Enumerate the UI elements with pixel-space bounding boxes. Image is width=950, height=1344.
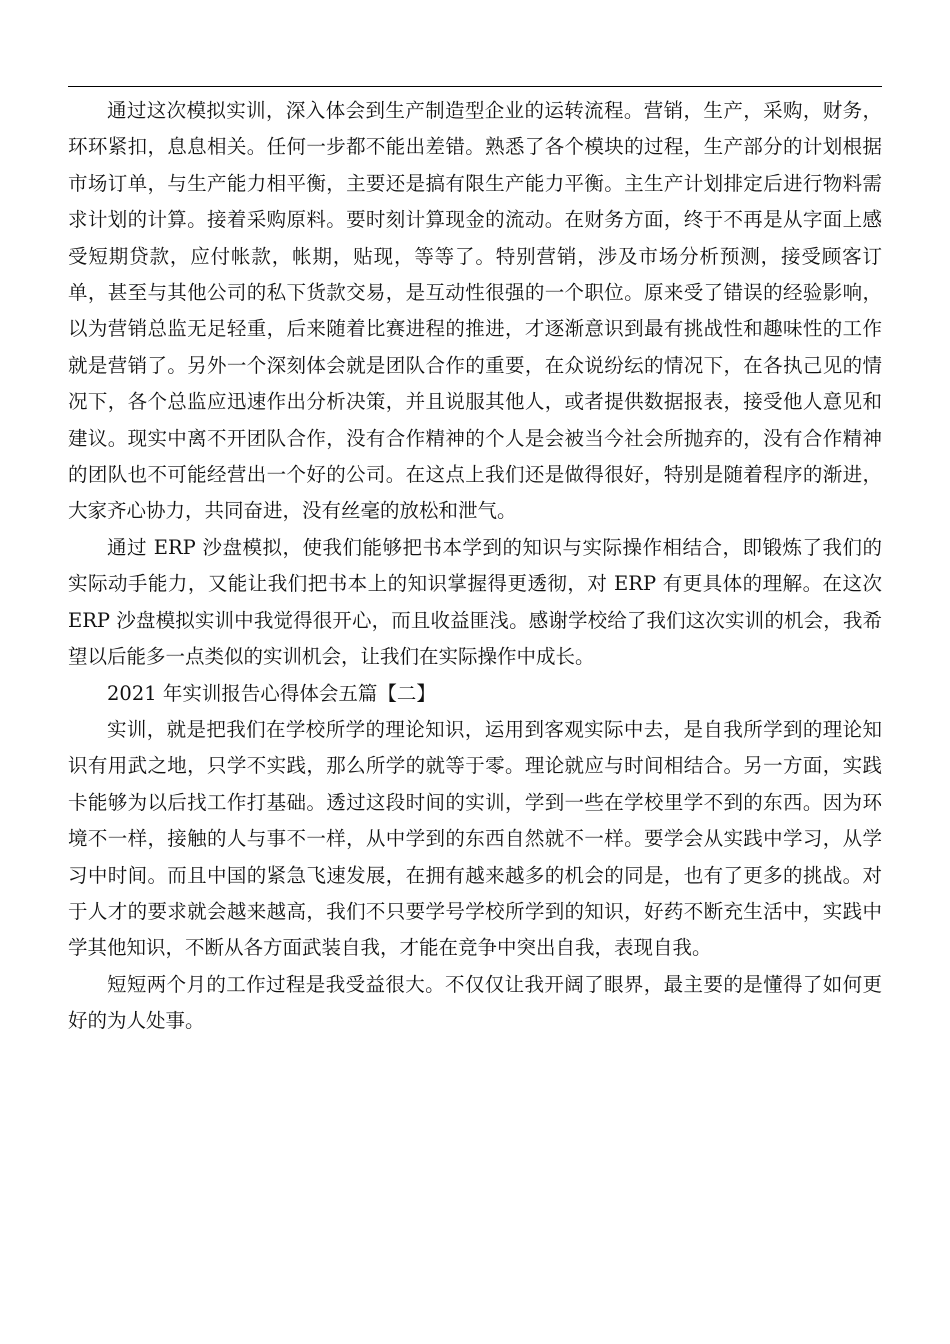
paragraph-erp-summary: 通过 ERP 沙盘模拟，使我们能够把书本学到的知识与实际操作相结合，即锻炼了我们的实际动手能力，又能让我们把书本上的知识掌握得更透彻，对 ERP 有更具体的理解。在这次 ERP 沙盘模拟实训中我觉得很开心，而且收益匪浅。感谢学校给了我们这次实训的机会，我希望以后能多一点类似的实训机会，让我们在实际操作中成长。: [68, 535, 882, 669]
paragraph-erp-experience: 通过这次模拟实训，深入体会到生产制造型企业的运转流程。营销，生产，采购，财务，环环紧扣，息息相关。任何一步都不能出差错。熟悉了各个模块的过程，生产部分的计划根据市场订单，与生产能力相平衡，主要还是搞有限生产能力平衡。主生产计划排定后进行物料需求计划的计算。接着采购原料。要时刻计算现金的流动。在财务方面，终于不再是从字面上感受短期贷款，应付帐款，帐期，贴现，等等了。特别营销，涉及市场分析预测，接受顾客订单，甚至与其他公司的私下货款交易，是互动性很强的一个职位。原来受了错误的经验影响，以为营销总监无足轻重，后来随着比赛进程的推进，才逐渐意识到最有挑战性和趣味性的工作就是营销了。另外一个深刻体会就是团队合作的重要，在众说纷纭的情况下，在各执己见的情况下，各个总监应迅速作出分析决策，并且说服其他人，或者提供数据报表，接受他人意见和建议。现实中离不开团队合作，没有合作精神的个人是会被当今社会所抛弃的，没有合作精神的团队也不可能经营出一个好的公司。在这点上我们还是做得很好，特别是随着程序的渐进，大家齐心协力，共同奋进，没有丝毫的放松和泄气。: [68, 99, 882, 523]
document-body: [68, 93, 882, 1040]
paragraph-two-months: 短短两个月的工作过程是我受益很大。不仅仅让我开阔了眼界，最主要的是懂得了如何更好的为人处事。: [68, 972, 882, 1033]
paragraph-training-meaning: 实训，就是把我们在学校所学的理论知识，运用到客观实际中去，是自我所学到的理论知识有用武之地，只学不实践，那么所学的就等于零。理论就应与时间相结合。另一方面，实践卡能够为以后找工作打基础。透过这段时间的实训，学到一些在学校里学不到的东西。因为环境不一样，接触的人与事不一样，从中学到的东西自然就不一样。要学会从实践中学习，从学习中时间。而且中国的紧急飞速发展，在拥有越来越多的机会的同是，也有了更多的挑战。对于人才的要求就会越来越高，我们不只要学号学校所学到的知识，好药不断充生活中，实践中学其他知识，不断从各方面武装自我，才能在竞争中突出自我，表现自我。: [68, 717, 882, 960]
header-rule: [68, 86, 882, 87]
section-heading: 2021 年实训报告心得体会五篇【二】: [107, 681, 436, 705]
